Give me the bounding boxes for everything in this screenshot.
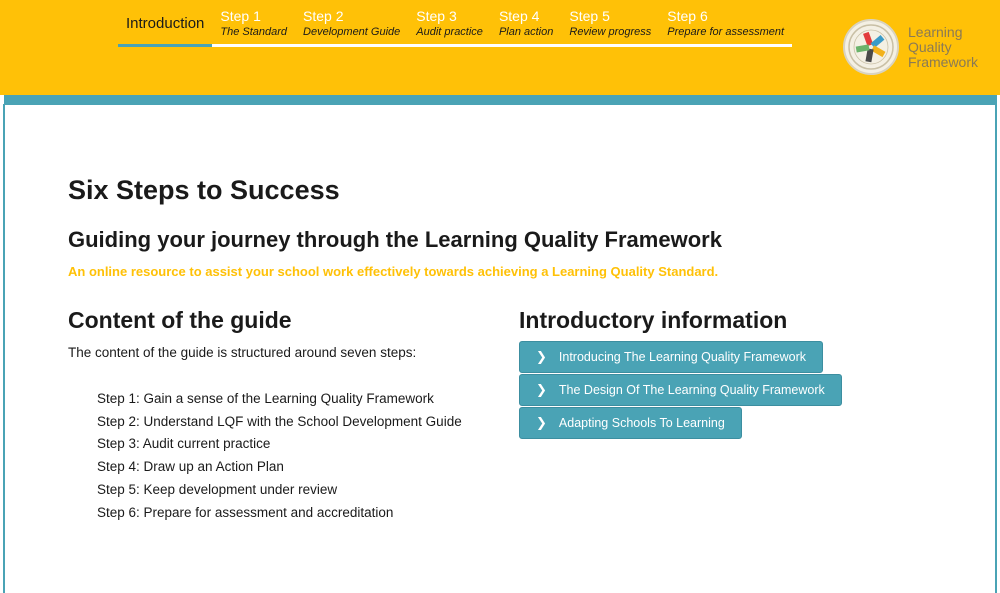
list-item: Step 3: Audit current practice [97,436,271,452]
lqf-logo[interactable] [843,19,978,75]
page-tagline: An online resource to assist your school work effectively towards achieving a Learning Quality Standard. [68,264,719,279]
content-guide-intro: The content of the guide is structured around seven steps: [68,345,417,360]
nav-tab-step-5[interactable] [561,6,659,47]
chevron-right-icon: ❯ [536,415,547,430]
design-of-lqf-button[interactable] [519,374,842,406]
nav-tab-label: Introduction [126,15,205,32]
logo-line-1: Learning [908,23,963,40]
link-label: Introducing The Learning Quality Framework [558,350,807,364]
page-title: Six Steps to Success [68,175,340,205]
nav-tab-step-3[interactable] [408,6,491,47]
nav-tab-label: Step 2 [303,8,344,24]
lqf-star-icon [847,23,895,71]
nav-tab-step-6[interactable] [659,6,792,47]
intro-links [519,341,842,440]
lqf-badge-icon [843,19,899,75]
link-label: The Design Of The Learning Quality Framework [558,383,825,397]
step-navigation [118,6,792,47]
nav-tab-step-4[interactable] [491,6,561,47]
nav-tab-label: Step 3 [416,8,457,24]
list-item: Step 6: Prepare for assessment and accreditation [97,504,394,520]
nav-tab-label: Step 5 [569,8,610,24]
chevron-right-icon: ❯ [536,382,547,397]
nav-tab-label: Step 4 [498,8,540,24]
adapting-schools-button[interactable] [519,407,742,439]
list-item: Step 2: Understand LQF with the School Development Guide [97,413,462,429]
nav-tab-sublabel: Prepare for assessment [667,26,785,38]
page-subtitle: Guiding your journey through the Learning Quality Framework [68,227,722,252]
lqf-logo-text [908,25,978,70]
header-bar [0,0,1000,95]
nav-tab-sublabel: The Standard [220,26,288,38]
nav-tab-introduction[interactable] [118,6,212,47]
nav-tab-sublabel: Plan action [498,26,554,38]
nav-tab-sublabel: Review progress [569,26,652,38]
list-item: Step 1: Gain a sense of the Learning Quality Framework [97,391,434,406]
nav-tab-step-2[interactable] [295,6,408,47]
list-item: Step 4: Draw up an Action Plan [97,459,284,475]
intro-info-heading: Introductory information [519,307,788,333]
logo-line-2: Quality [908,38,952,55]
chevron-right-icon: ❯ [536,349,547,364]
nav-tab-sublabel: Audit practice [416,26,483,38]
nav-tab-sublabel: Development Guide [303,26,401,38]
steps-list [97,388,462,524]
introducing-lqf-button[interactable] [519,341,823,373]
nav-tab-label: Step 1 [220,8,261,24]
logo-line-3: Framework [908,53,979,70]
list-item: Step 5: Keep development under review [97,481,338,497]
nav-tab-label: Step 6 [667,8,708,24]
link-label: Adapting Schools To Learning [558,416,725,430]
nav-tab-step-1[interactable] [212,6,295,47]
content-guide-heading: Content of the guide [68,307,292,333]
